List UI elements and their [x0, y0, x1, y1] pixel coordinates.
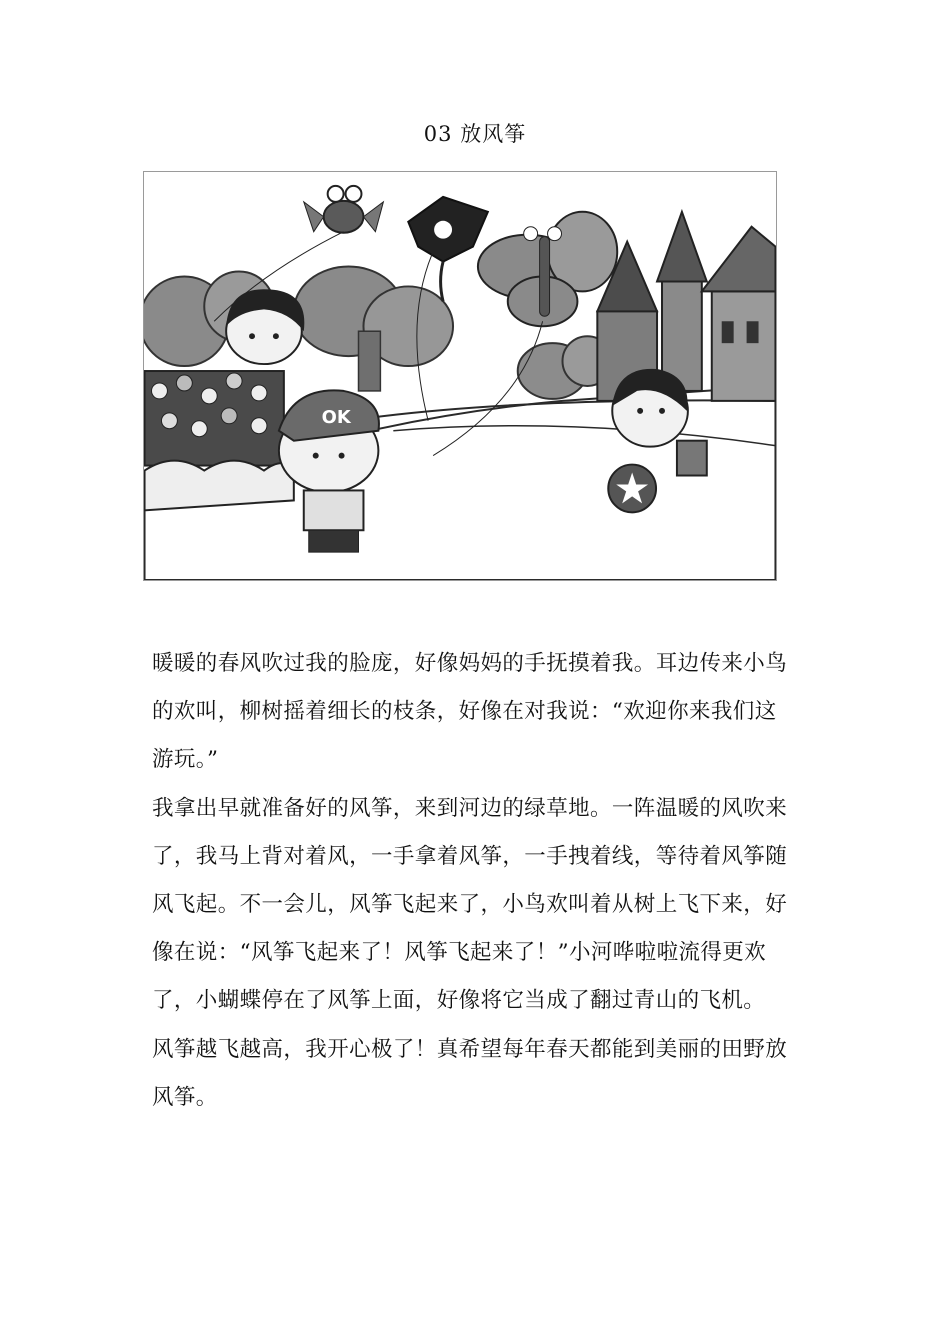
bee-kite: [304, 186, 384, 233]
cap-badge: OK: [321, 406, 351, 428]
castle: [597, 212, 775, 401]
story-body: [152, 640, 797, 1122]
black-kite: [408, 197, 488, 301]
page-title: 03 放风筝: [423, 122, 527, 146]
butterfly-kite: [478, 212, 617, 326]
paragraph-1: 暖暖的春风吹过我的脸庞，好像妈妈的手抚摸着我。耳边传来小鸟的欢叫，柳树摇着细长的枝条，好像在对我说：“欢迎你来我们这游玩。”: [152, 651, 788, 773]
girl-character: [226, 289, 304, 364]
paragraph-2: 我拿出早就准备好的风筝，来到河边的绿草地。一阵温暖的风吹来了，我马上背对着风，一手拿着风筝，一手拽着线，等待着风筝随风飞起。不一会儿，风筝飞起来了，小鸟欢叫着从树上飞下来，好像在说：“风筝飞起来了！风筝飞起来了！”小河哗啦啦流得更欢了，小蝴蝶停在了风筝上面，好像将它当成了翻过青山的飞机。: [152, 795, 788, 1014]
illustration-canvas: [144, 172, 776, 580]
paragraph-3: 风筝越飞越高，我开心极了！真希望每年春天都能到美丽的田野放风筝。: [152, 1036, 788, 1110]
kite-flying-illustration: [143, 171, 777, 581]
flower-bed: [145, 371, 294, 510]
